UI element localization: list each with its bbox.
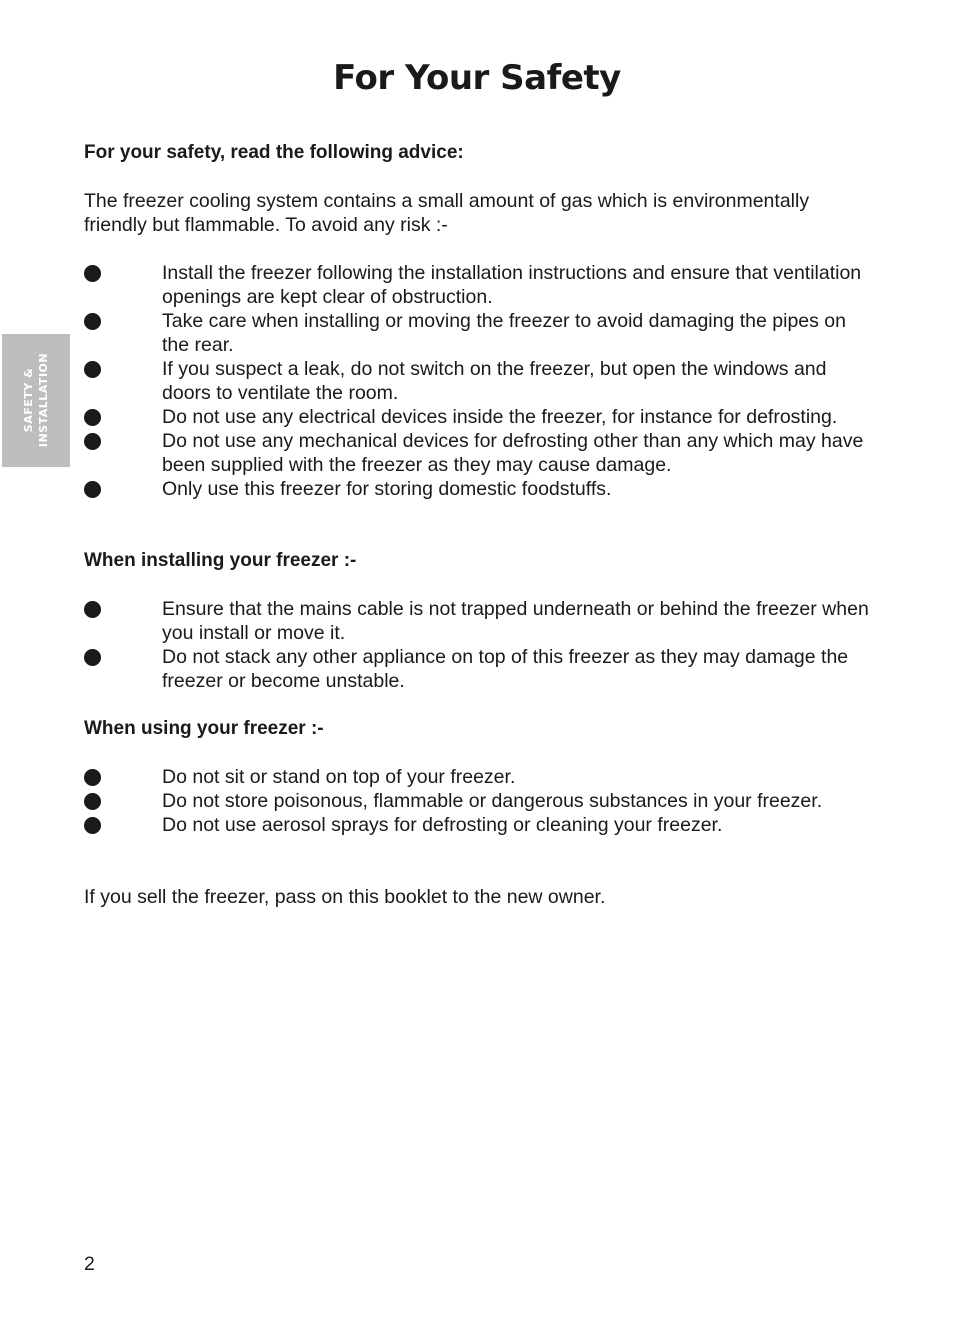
section-side-tab — [2, 334, 70, 467]
list-item — [84, 309, 874, 357]
bullet-icon — [84, 481, 101, 498]
side-tab-line-1: SAFETY & — [22, 367, 35, 433]
list-item — [84, 261, 874, 309]
bullet-icon — [84, 433, 101, 450]
page-content — [84, 141, 874, 909]
list-item-text: Do not use aerosol sprays for defrosting or cleaning your freezer. — [162, 814, 723, 836]
bullet-icon — [84, 409, 101, 426]
list-item — [84, 765, 874, 789]
list-item-text: If you suspect a leak, do not switch on the freezer, but open the windows and doors to ventilate the room. — [162, 358, 827, 404]
list-item-text: Ensure that the mains cable is not trapped underneath or behind the freezer when you install or move it. — [162, 598, 869, 644]
side-tab-line-2: INSTALLATION — [37, 352, 50, 448]
spacer — [84, 693, 874, 717]
list-item — [84, 405, 874, 429]
list-item — [84, 813, 874, 837]
bullet-icon — [84, 817, 101, 834]
bullet-icon — [84, 601, 101, 618]
list-item — [84, 429, 874, 477]
list-item-text: Do not use any electrical devices inside the freezer, for instance for defrosting. — [162, 406, 838, 428]
bullet-icon — [84, 313, 101, 330]
intro-paragraph: The freezer cooling system contains a small amount of gas which is environmentally friendly but flammable. To avoid any risk :- — [84, 190, 810, 236]
spacer — [84, 501, 874, 549]
list-item-text: Do not store poisonous, flammable or dangerous substances in your freezer. — [162, 790, 823, 812]
using-heading: When using your freezer :- — [84, 718, 324, 739]
installing-bullet-list — [84, 597, 874, 693]
list-item-text: Take care when installing or moving the freezer to avoid damaging the pipes on the rear. — [162, 310, 846, 356]
list-item — [84, 597, 874, 645]
list-item — [84, 357, 874, 405]
intro-bullet-list — [84, 261, 874, 501]
bullet-icon — [84, 361, 101, 378]
list-item — [84, 477, 874, 501]
list-item-text: Do not sit or stand on top of your freezer. — [162, 766, 516, 788]
closing-note: If you sell the freezer, pass on this booklet to the new owner. — [84, 886, 606, 908]
intro-heading: For your safety, read the following advice: — [84, 142, 464, 163]
page-title: For Your Safety — [333, 58, 621, 98]
spacer — [84, 165, 874, 189]
bullet-icon — [84, 265, 101, 282]
list-item-text: Do not stack any other appliance on top of this freezer as they may damage the freezer or become unstable. — [162, 646, 849, 692]
spacer — [84, 573, 874, 597]
bullet-icon — [84, 793, 101, 810]
list-item-text: Do not use any mechanical devices for defrosting other than any which may have been supplied with the freezer as they may cause damage. — [162, 430, 864, 476]
list-item — [84, 645, 874, 693]
spacer — [84, 741, 874, 765]
bullet-icon — [84, 769, 101, 786]
using-bullet-list — [84, 765, 874, 837]
section-side-tab-label — [21, 353, 51, 447]
bullet-icon — [84, 649, 101, 666]
list-item-text: Only use this freezer for storing domestic foodstuffs. — [162, 478, 612, 500]
installing-heading: When installing your freezer :- — [84, 550, 357, 571]
list-item — [84, 789, 874, 813]
spacer — [84, 237, 874, 261]
spacer — [84, 837, 874, 885]
page-number: 2 — [84, 1253, 95, 1275]
list-item-text: Install the freezer following the installation instructions and ensure that ventilation openings are kept clear of obstruction. — [162, 262, 862, 308]
